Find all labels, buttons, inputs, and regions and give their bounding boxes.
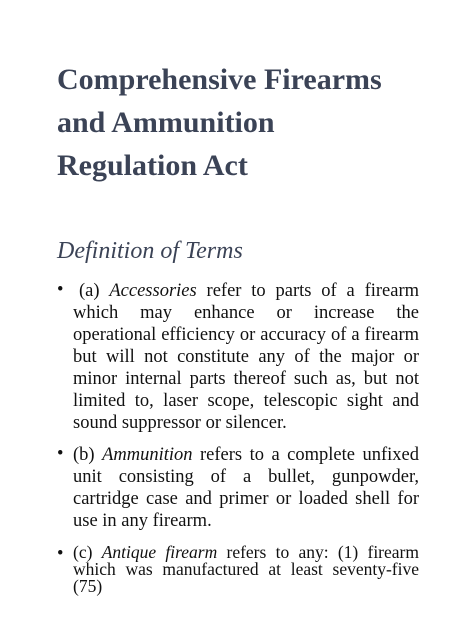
defined-term: Accessories bbox=[109, 281, 197, 301]
title-line: Regulation Act bbox=[57, 149, 248, 182]
bullet: • bbox=[57, 544, 64, 564]
defined-term: Ammunition bbox=[102, 445, 193, 465]
title-line: Comprehensive Firearms bbox=[57, 63, 382, 96]
definition-item bbox=[57, 544, 419, 595]
definition-prefix: (c) bbox=[73, 542, 102, 562]
bullet: • bbox=[57, 444, 64, 464]
title-line: and Ammunition bbox=[57, 106, 275, 139]
definition-text bbox=[73, 544, 419, 595]
defined-term: Antique firearm bbox=[101, 542, 218, 562]
definition-body: refers to a complete unfixed unit consisting of a bullet, gunpowder, cartridge case and primer or loaded shell for use in any firearm. bbox=[73, 445, 419, 531]
definition-item bbox=[57, 280, 419, 434]
definition-prefix: (b) bbox=[73, 445, 103, 465]
document-title bbox=[57, 58, 457, 187]
definition-prefix: (a) bbox=[79, 281, 110, 301]
definition-body: refer to parts of a firearm which may enhance or increase the operational efficiency or accuracy of a firearm but will not constitute any of the major or minor internal parts thereof such as, but not limited to, laser scope, telescopic sight and sound suppressor or silencer. bbox=[73, 281, 419, 433]
bullet: • bbox=[57, 280, 64, 300]
definition-body: refers to any: (1) firearm which was manufactured at least seventy-five (75) bbox=[73, 542, 419, 596]
section-heading: Definition of Terms bbox=[57, 238, 243, 264]
definition-list bbox=[57, 280, 419, 595]
definition-text bbox=[73, 280, 419, 434]
definition-item bbox=[57, 444, 419, 532]
definition-text bbox=[73, 444, 419, 532]
